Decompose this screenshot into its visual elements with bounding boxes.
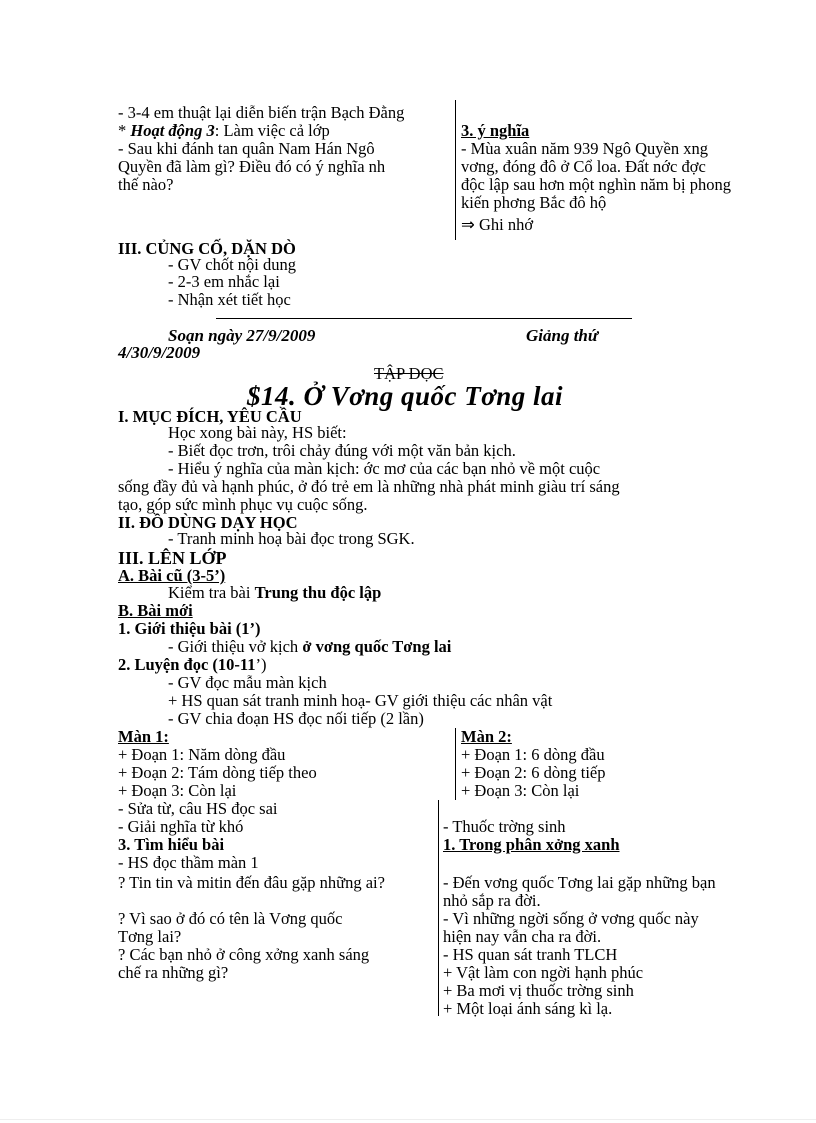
top-right-line-4: kiến phơng Bắc đô hộ (461, 193, 607, 212)
len-lop-heading: III. LÊN LỚP (118, 548, 227, 568)
giang-thu: Giảng thứ (526, 326, 599, 345)
muc-dich-line-3: - Hiểu ý nghĩa của màn kịch: ớc mơ của các bạn nhỏ về một cuộc (168, 459, 601, 478)
question-2-line-1: ? Vì sao ở đó có tên là Vơng quốc (118, 909, 343, 928)
bottom-left-line-4: - HS đọc thầm màn 1 (118, 853, 259, 872)
top-left-line-5: thế nào? (118, 175, 174, 194)
man-2-item-1: + Đoạn 1: 6 dòng đầu (461, 745, 605, 764)
bai-cu-line (168, 584, 381, 602)
top-right-line-2: vơng, đóng đô ở Cổ loa. Đất nớc đợc (461, 157, 706, 176)
muc-dich-line-2: - Biết đọc trơn, trôi chảy đúng với một văn bản kịch. (168, 441, 516, 460)
gioi-thieu-title: ở vơng quốc Tơng lai (302, 637, 452, 656)
top-left-line-3: - Sau khi đánh tan quân Nam Hán Ngô (118, 139, 375, 158)
answer-1-line-2: nhỏ sắp ra đời. (443, 891, 541, 910)
answer-5: + Ba mơi vị thuốc trờng sinh (443, 981, 634, 1000)
luyen-doc-heading-bold: 2. Luyện đọc (10-11 (118, 655, 256, 674)
ghi-nho-text: Ghi nhớ (478, 215, 534, 234)
cung-co-item-1: - GV chốt nội dung (168, 255, 297, 274)
column-divider-top (455, 100, 456, 240)
top-left-line-4: Quyền đã làm gì? Điều đó có ý nghĩa nh (118, 157, 386, 176)
question-1: ? Tin tin và mitin đến đâu gặp những ai? (118, 873, 385, 892)
column-divider-man (455, 728, 456, 800)
meaning-heading: 3. ý nghĩa (461, 121, 530, 140)
activity-3-line (118, 122, 330, 140)
subject-label: TẬP ĐỌC (374, 364, 444, 383)
top-left-line-1: - 3-4 em thuật lại diễn biến trận Bạch Đằng (118, 103, 405, 122)
gioi-thieu-prefix: - Giới thiệu vở kịch (168, 637, 303, 656)
luyen-doc-heading (118, 656, 267, 674)
answer-2-line-2: hiện nay vẫn cha ra đời. (443, 927, 602, 946)
muc-dich-line-1: Học xong bài này, HS biết: (168, 423, 347, 442)
man-2-heading: Màn 2: (461, 727, 512, 746)
question-3-line-1: ? Các bạn nhỏ ở công xởng xanh sáng (118, 945, 370, 964)
section-separator (216, 318, 632, 319)
man-2-item-2: + Đoạn 2: 6 dòng tiếp (461, 763, 606, 782)
arrow-right-icon: ⇒ (461, 215, 475, 234)
muc-dich-line-5: tạo, góp sức mình phục vụ cuộc sống. (118, 495, 368, 514)
luyen-doc-heading-tail: ’) (255, 655, 267, 674)
activity-label: Hoạt động 3 (130, 121, 215, 140)
answer-4: + Vật làm con ngời hạnh phúc (443, 963, 644, 982)
man-1-item-3: + Đoạn 3: Còn lại (118, 781, 237, 800)
cung-co-heading: III. CỦNG CỐ, DẶN DÒ (118, 239, 296, 258)
man-1-heading: Màn 1: (118, 727, 169, 746)
bottom-left-line-2: - Giải nghĩa từ khó (118, 817, 244, 836)
question-2-line-2: Tơng lai? (118, 927, 182, 946)
bai-moi-heading: B. Bài mới (118, 601, 193, 620)
man-2-item-3: + Đoạn 3: Còn lại (461, 781, 580, 800)
answer-6: + Một loại ánh sáng kì lạ. (443, 999, 613, 1018)
bottom-left-line-1: - Sửa từ, câu HS đọc sai (118, 799, 278, 818)
cung-co-item-3: - Nhận xét tiết học (168, 290, 291, 309)
gioi-thieu-line (168, 638, 451, 656)
luyen-doc-line-3: - GV chia đoạn HS đọc nối tiếp (2 lần) (168, 709, 424, 728)
answer-2-line-1: - Vì những ngời sống ở vơng quốc này (443, 909, 699, 928)
muc-dich-line-4: sống đầy đủ và hạnh phúc, ở đó trẻ em là những nhà phát minh giàu trí sáng (118, 477, 620, 496)
tim-hieu-heading: 3. Tìm hiểu bài (118, 835, 225, 854)
giang-date: 4/30/9/2009 (118, 343, 201, 362)
answer-3: - HS quan sát tranh TLCH (443, 945, 618, 964)
activity-rest: : Làm việc cả lớp (214, 121, 330, 140)
soan-ngay: Soạn ngày 27/9/2009 (168, 326, 316, 345)
answer-1-line-1: - Đến vơng quốc Tơng lai gặp những bạn (443, 873, 716, 892)
bai-cu-prefix: Kiểm tra bài (168, 583, 255, 602)
page-bottom-edge (0, 1119, 816, 1120)
man-1-item-1: + Đoạn 1: Năm dòng đầu (118, 745, 286, 764)
activity-prefix: * (118, 121, 131, 140)
man-1-item-2: + Đoạn 2: Tám dòng tiếp theo (118, 763, 317, 782)
luyen-doc-line-1: - GV đọc mẫu màn kịch (168, 673, 327, 692)
question-3-line-2: chế ra những gì? (118, 963, 229, 982)
bottom-right-line-1: - Thuốc trờng sinh (443, 817, 566, 836)
lesson-title: $14. Ở Vơng quốc Tơng lai (247, 381, 564, 411)
muc-dich-heading: I. MỤC ĐÍCH, YÊU CẦU (118, 407, 302, 426)
cung-co-item-2: - 2-3 em nhắc lại (168, 272, 280, 291)
do-dung-line-1: - Tranh minh hoạ bài đọc trong SGK. (168, 529, 415, 548)
top-right-line-1: - Mùa xuân năm 939 Ngô Quyền xng (461, 139, 709, 158)
top-right-line-3: độc lập sau hơn một nghìn năm bị phong (461, 175, 731, 194)
gioi-thieu-heading: 1. Giới thiệu bài (1’) (118, 619, 261, 638)
column-divider-bottom (438, 800, 439, 1016)
bai-cu-title: Trung thu độc lập (254, 583, 382, 602)
ghi-nho-line (461, 216, 533, 234)
phan-xuong-heading: 1. Trong phân xởng xanh (443, 835, 620, 854)
do-dung-heading: II. ĐỒ DÙNG DẠY HỌC (118, 513, 298, 532)
luyen-doc-line-2: + HS quan sát tranh minh hoạ- GV giới thiệu các nhân vật (168, 691, 553, 710)
bai-cu-heading: A. Bài cũ (3-5’) (118, 566, 226, 585)
